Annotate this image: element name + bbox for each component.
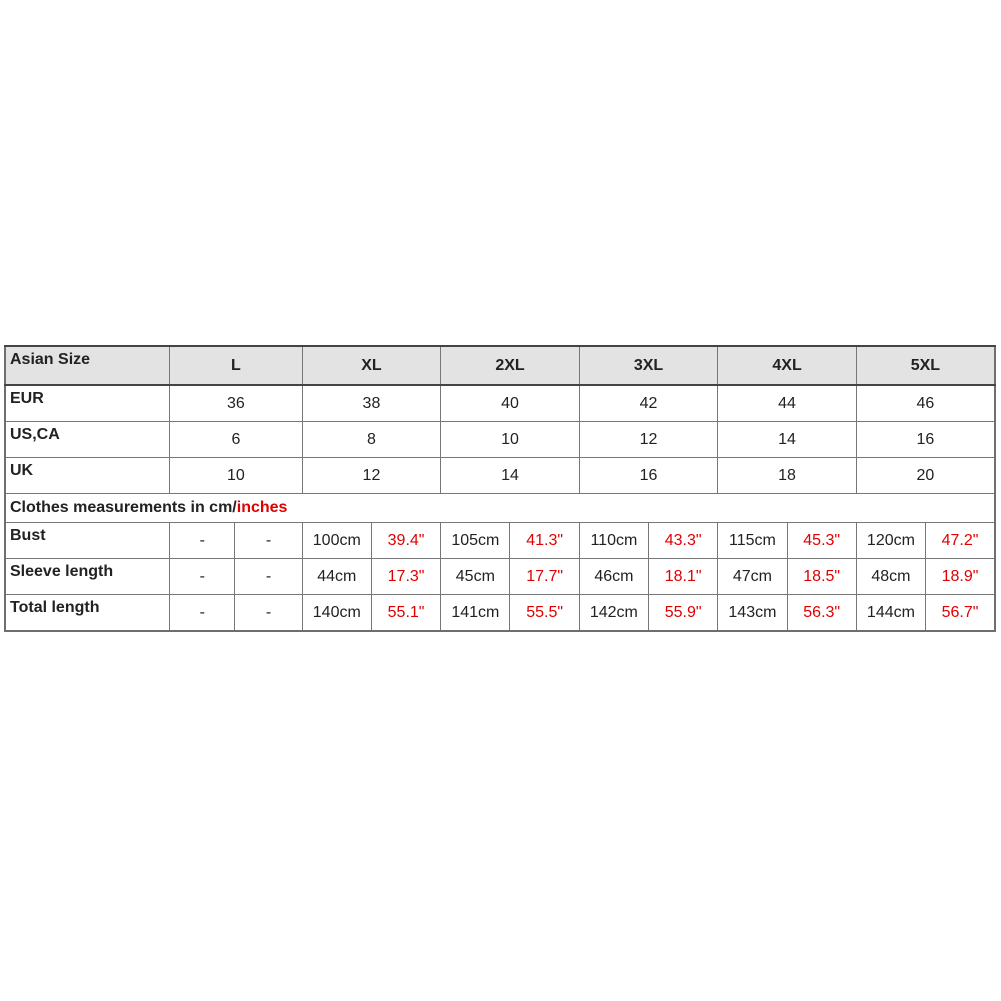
table-cell: 38 [302, 385, 441, 422]
inch-cell: 18.1" [649, 559, 718, 595]
row-label-bust: Bust [5, 523, 170, 559]
size-header-l: L [170, 346, 303, 385]
inch-cell: 39.4" [371, 523, 440, 559]
table-cell: 14 [718, 422, 857, 458]
row-label-uk: UK [5, 458, 170, 494]
cm-cell: - [170, 523, 235, 559]
cm-cell: 46cm [579, 559, 648, 595]
table-cell: 6 [170, 422, 303, 458]
table-row [5, 458, 995, 494]
cm-cell: 143cm [718, 595, 787, 632]
cm-cell: - [170, 559, 235, 595]
cm-cell: 142cm [579, 595, 648, 632]
cm-cell: 47cm [718, 559, 787, 595]
table-cell: 40 [441, 385, 580, 422]
measurements-section-row [5, 494, 995, 523]
cm-cell: 141cm [441, 595, 510, 632]
table-cell: 44 [718, 385, 857, 422]
inch-cell: 47.2" [926, 523, 995, 559]
table-cell: 42 [579, 385, 718, 422]
section-title-prefix: Clothes measurements in cm/ [10, 499, 237, 516]
inch-cell: 55.9" [649, 595, 718, 632]
cm-cell: 144cm [856, 595, 925, 632]
header-label: Asian Size [5, 346, 170, 385]
table-cell: 12 [579, 422, 718, 458]
table-row [5, 595, 995, 632]
inch-cell: 41.3" [510, 523, 579, 559]
table-cell: 14 [441, 458, 580, 494]
row-label-total-length: Total length [5, 595, 170, 632]
table-row [5, 385, 995, 422]
cm-cell: 45cm [441, 559, 510, 595]
table-cell: 18 [718, 458, 857, 494]
size-header-3xl: 3XL [579, 346, 718, 385]
inch-cell: 17.7" [510, 559, 579, 595]
inch-cell: - [235, 523, 302, 559]
size-header-xl: XL [302, 346, 441, 385]
inch-cell: 17.3" [371, 559, 440, 595]
inch-cell: 55.5" [510, 595, 579, 632]
cm-cell: 120cm [856, 523, 925, 559]
cm-cell: 110cm [579, 523, 648, 559]
size-header-5xl: 5XL [856, 346, 995, 385]
table-cell: 16 [856, 422, 995, 458]
cm-cell: - [170, 595, 235, 632]
inch-cell: 43.3" [649, 523, 718, 559]
table-cell: 8 [302, 422, 441, 458]
table-cell: 46 [856, 385, 995, 422]
cm-cell: 48cm [856, 559, 925, 595]
table-cell: 20 [856, 458, 995, 494]
size-table [4, 345, 996, 632]
inch-cell: 18.9" [926, 559, 995, 595]
table-row [5, 422, 995, 458]
inch-cell: 18.5" [787, 559, 856, 595]
row-label-eur: EUR [5, 385, 170, 422]
row-label-us-ca: US,CA [5, 422, 170, 458]
table-cell: 36 [170, 385, 303, 422]
table-row [5, 559, 995, 595]
table-cell: 16 [579, 458, 718, 494]
inch-cell: 56.3" [787, 595, 856, 632]
table-cell: 10 [441, 422, 580, 458]
section-title-accent: inches [236, 499, 288, 516]
cm-cell: 100cm [302, 523, 371, 559]
size-header-row [5, 346, 995, 385]
row-label-sleeve-length: Sleeve length [5, 559, 170, 595]
measurements-section-title [5, 494, 995, 523]
inch-cell: 45.3" [787, 523, 856, 559]
cm-cell: 115cm [718, 523, 787, 559]
inch-cell: 55.1" [371, 595, 440, 632]
table-row [5, 523, 995, 559]
size-chart [4, 345, 996, 632]
table-cell: 12 [302, 458, 441, 494]
size-header-4xl: 4XL [718, 346, 857, 385]
inch-cell: - [235, 559, 302, 595]
cm-cell: 44cm [302, 559, 371, 595]
inch-cell: - [235, 595, 302, 632]
size-header-2xl: 2XL [441, 346, 580, 385]
cm-cell: 140cm [302, 595, 371, 632]
inch-cell: 56.7" [926, 595, 995, 632]
table-cell: 10 [170, 458, 303, 494]
cm-cell: 105cm [441, 523, 510, 559]
